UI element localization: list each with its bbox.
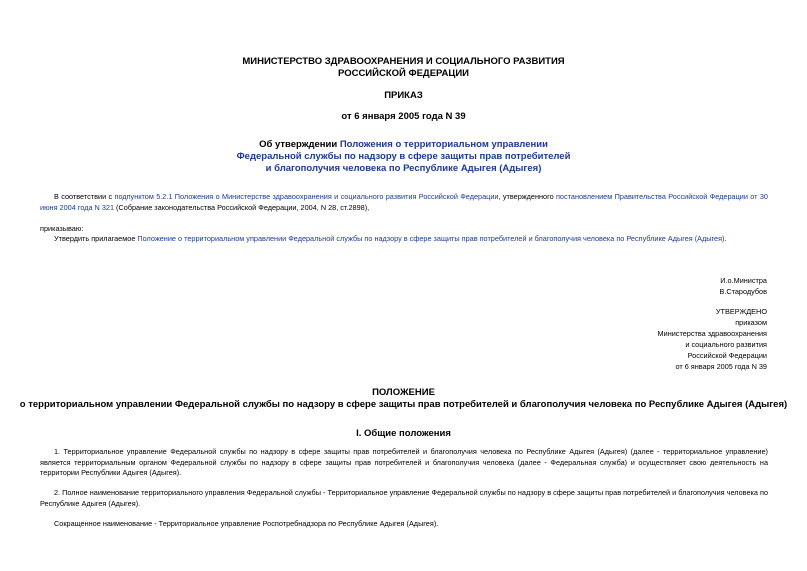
- section-1-heading: I. Общие положения: [356, 428, 451, 439]
- title-link-line-1[interactable]: Положения о территориальном управлении: [339, 139, 548, 150]
- title-link-line-3[interactable]: и благополучия человека по Республике Адыгея (Адыгея): [265, 163, 542, 174]
- signature-block: [719, 275, 767, 297]
- approve-paragraph: [40, 234, 768, 245]
- ministry-line-2: РОССИЙСКОЙ ФЕДЕРАЦИИ: [337, 68, 469, 79]
- regulation-title: ПОЛОЖЕНИЕ: [372, 387, 435, 398]
- preamble-link-subclause[interactable]: подпунктом 5.2.1 Положения о Министерстве здравоохранения и социального развития Российской Федерации: [114, 192, 499, 201]
- approved-block: [658, 306, 767, 372]
- approve-link-regulation[interactable]: Положение о территориальном управлении Федеральной службы по надзору в сфере защиты прав потребителей и благополучия человека по Республике Адыгея (Адыгея): [137, 234, 725, 243]
- doc-title: [0, 139, 807, 175]
- approve-end: .: [724, 234, 727, 243]
- regulation-paragraph-2: 2. Полное наименование территориального управления Федеральной службы - Территориальное управление Федеральной службы по надзору в сфере защиты прав потребителей и благополучия человека по Республике Адыгея (Адыгея).: [40, 488, 768, 508]
- approve-text: Утвердить прилагаемое: [54, 234, 138, 243]
- approved-line-6: от 6 января 2005 года N 39: [675, 362, 767, 371]
- preamble-text-3: (Собрание законодательства Российской Федерации, 2004, N 28, ст.2898),: [114, 202, 370, 212]
- signature-name: В.Стародубов: [719, 287, 767, 296]
- ministry-header: [0, 56, 807, 80]
- approved-line-2: приказом: [735, 318, 767, 327]
- orders-word: приказываю:: [40, 224, 84, 233]
- doc-date-number: от 6 января 2005 года N 39: [341, 111, 466, 122]
- doc-type: ПРИКАЗ: [384, 90, 423, 101]
- title-link-line-2[interactable]: Федеральной службы по надзору в сфере защиты прав потребителей: [236, 151, 571, 162]
- ministry-line-1: МИНИСТЕРСТВО ЗДРАВООХРАНЕНИЯ И СОЦИАЛЬНОГО РАЗВИТИЯ: [242, 56, 565, 67]
- approved-line-5: Российской Федерации: [687, 351, 767, 360]
- regulation-subtitle: о территориальном управлении Федеральной службы по надзору в сфере защиты прав потребителей и благополучия человека по Республике Адыгея (Адыгея): [19, 399, 788, 410]
- approved-line-1: УТВЕРЖДЕНО: [715, 307, 767, 316]
- title-prefix: Об утверждении: [259, 139, 340, 150]
- preamble-text-1: В соответствии с: [54, 192, 115, 201]
- regulation-paragraph-3: Сокращенное наименование - Территориальное управление Роспотребнадзора по Республике Адыгея (Адыгея).: [54, 519, 439, 528]
- signature-position: И.о.Министра: [720, 276, 767, 285]
- regulation-heading: [0, 387, 807, 411]
- preamble-text-2: , утвержденного: [498, 192, 556, 201]
- regulation-paragraph-1: 1. Территориальное управление Федеральной службы по надзору в сфере защиты прав потребителей и благополучия человека по Республике Адыгея (Адыгея) (далее - территориальное управление) является территориальным органом Федеральной службы по надзору в сфере защиты прав потребителей и благополучия человека (далее - Федеральная служба) и осуществляет свою деятельность на территории Республики Адыгея (Адыгея).: [40, 447, 768, 477]
- preamble-link-resolution[interactable]: постановлением Правительства Российской Федерации от 30 июня 2004 года N 321: [40, 192, 768, 212]
- approved-line-3: Министерства здравоохранения: [657, 329, 767, 338]
- approved-line-4: и социального развития: [685, 340, 767, 349]
- preamble-paragraph: [40, 192, 768, 213]
